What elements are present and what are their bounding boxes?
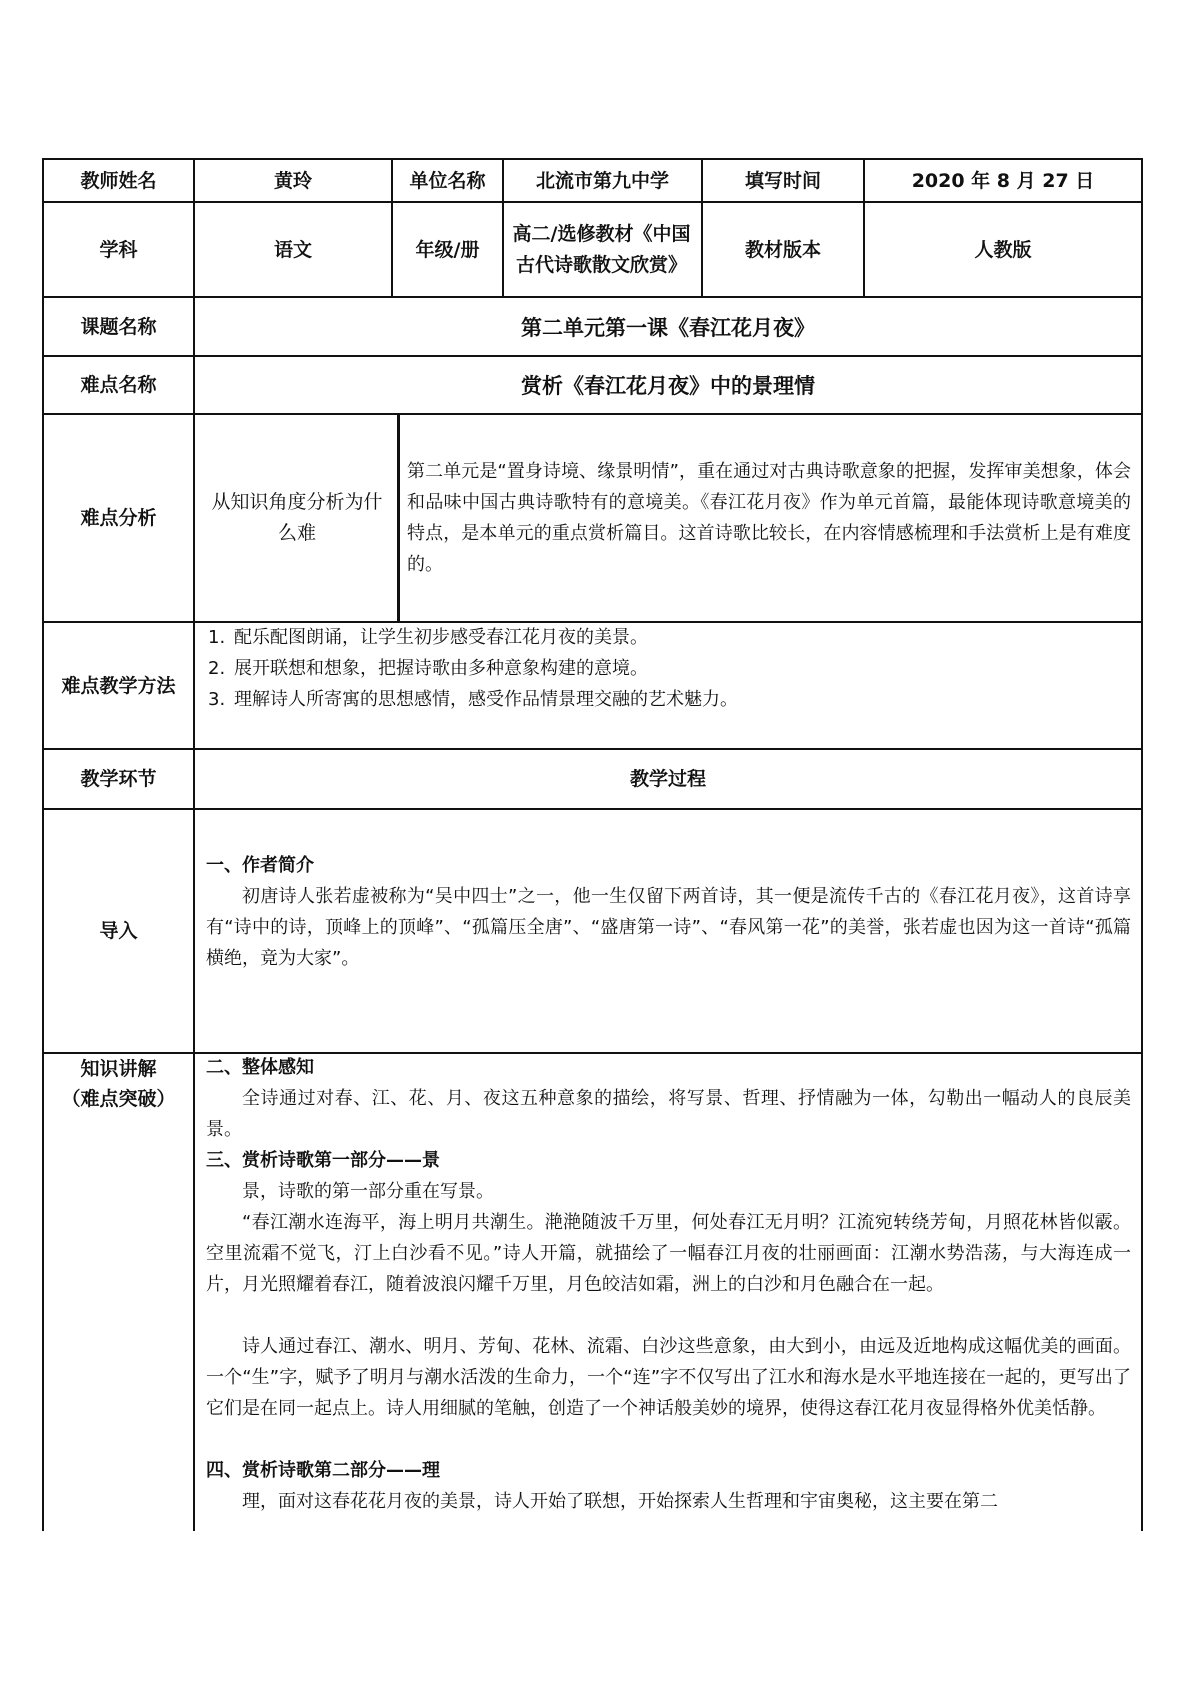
intro-label: 导入	[99, 920, 138, 942]
unit-name-label: 单位名称	[409, 169, 486, 192]
paragraph: “春江潮水连海平，海上明月共潮生。滟滟随波千万里，何处春江无月明？江流宛转绕芳甸，月照花林皆似霰。空里流霜不觉飞，汀上白沙看不见。”诗人开篇，就描绘了一幅春江月夜的壮丽画面：江潮水势浩荡，与大海连成一片，月光照耀着春江，随着波浪闪耀千万里，月色皎洁如霜，洲上的白沙和月色融合在一起。	[206, 1212, 1131, 1295]
section-heading: 二、整体感知	[206, 1057, 314, 1078]
subject-value: 语文	[273, 238, 312, 261]
grade-label: 年级/册	[415, 238, 480, 261]
knowledge-label-line2: （难点突破）	[61, 1088, 176, 1110]
analysis-text: 第二单元是“置身诗境、缘景明情”，重在通过对古典诗歌意象的把握，发挥审美想象，体会和品味中国古典诗歌特有的意境美。《春江花月夜》作为单元首篇，最能体现诗歌意境美的特点，是本单元的重点赏析篇目。这首诗歌比较长，在内容情感梳理和手法赏析上是有难度的。	[407, 461, 1131, 575]
knowledge-label-line1: 知识讲解	[80, 1058, 157, 1080]
paragraph: 理，面对这春花花月夜的美景，诗人开始了联想，开始探索人生哲理和宇宙奥秘，这主要在第二	[242, 1491, 998, 1512]
analysis-divider	[397, 413, 400, 621]
paragraph: 全诗通过对春、江、花、月、夜这五种意象的描绘，将写景、哲理、抒情融为一体，勾勒出一幅动人的良辰美景。	[206, 1088, 1131, 1140]
fill-time-label: 填写时间	[744, 169, 821, 192]
edition-value: 人教版	[974, 238, 1032, 261]
row-line	[42, 808, 1143, 810]
topic-value: 第二单元第一课《春江花月夜》	[521, 315, 815, 340]
subject-label: 学科	[99, 238, 138, 261]
process-header: 教学过程	[629, 768, 706, 790]
stage-header: 教学环节	[80, 768, 157, 790]
difficulty-value: 赏析《春江花月夜》中的景理情	[521, 374, 815, 398]
paragraph: 诗人通过春江、潮水、明月、芳甸、花林、流霜、白沙这些意象，由大到小，由远及近地构成这幅优美的画面。一个“生”字，赋予了明月与潮水活泼的生命力，一个“连”字不仅写出了江水和海水是水平地连接在一起的，更写出了它们是在同一起点上。诗人用细腻的笔触，创造了一个神话般美妙的境界，使得这春江花月夜显得格外优美恬静。	[206, 1336, 1131, 1419]
grade-value: 高二/选修教材《中国古代诗歌散文欣赏》	[512, 222, 691, 276]
list-item: 1. 配乐配图朗诵，让学生初步感受春江花月夜的美景。	[208, 627, 648, 648]
fill-time-value: 2020 年 8 月 27 日	[911, 169, 1095, 192]
intro-heading: 一、作者简介	[206, 855, 314, 876]
methods-label: 难点教学方法	[61, 674, 176, 697]
methods-list	[208, 622, 1133, 715]
paragraph: 景，诗歌的第一部分重在写景。	[242, 1181, 494, 1202]
section-heading: 三、赏析诗歌第一部分——景	[206, 1150, 440, 1171]
table-right-border	[1141, 158, 1143, 1531]
difficulty-label: 难点名称	[80, 374, 157, 396]
analysis-label: 难点分析	[80, 507, 157, 529]
list-item: 2. 展开联想和想象，把握诗歌由多种意象构建的意境。	[208, 658, 648, 679]
topic-label: 课题名称	[80, 315, 157, 338]
list-item: 3. 理解诗人所寄寓的思想感情，感受作品情景理交融的艺术魅力。	[208, 689, 738, 710]
section-heading: 四、赏析诗歌第二部分——理	[206, 1460, 440, 1481]
teacher-name-value: 黄玲	[273, 169, 312, 192]
intro-text: 初唐诗人张若虚被称为“吴中四士”之一，他一生仅留下两首诗，其一便是流传千古的《春江花月夜》，这首诗享有“诗中的诗，顶峰上的顶峰”、“孤篇压全唐”、“盛唐第一诗”、“春风第一花”的美誉，张若虚也因为这一首诗“孤篇横绝，竟为大家”。	[206, 886, 1131, 969]
edition-label: 教材版本	[744, 238, 821, 261]
unit-name-value: 北流市第九中学	[535, 169, 669, 192]
analysis-sub-label: 从知识角度分析为什么难	[211, 491, 383, 544]
teacher-name-label: 教师姓名	[80, 169, 157, 192]
